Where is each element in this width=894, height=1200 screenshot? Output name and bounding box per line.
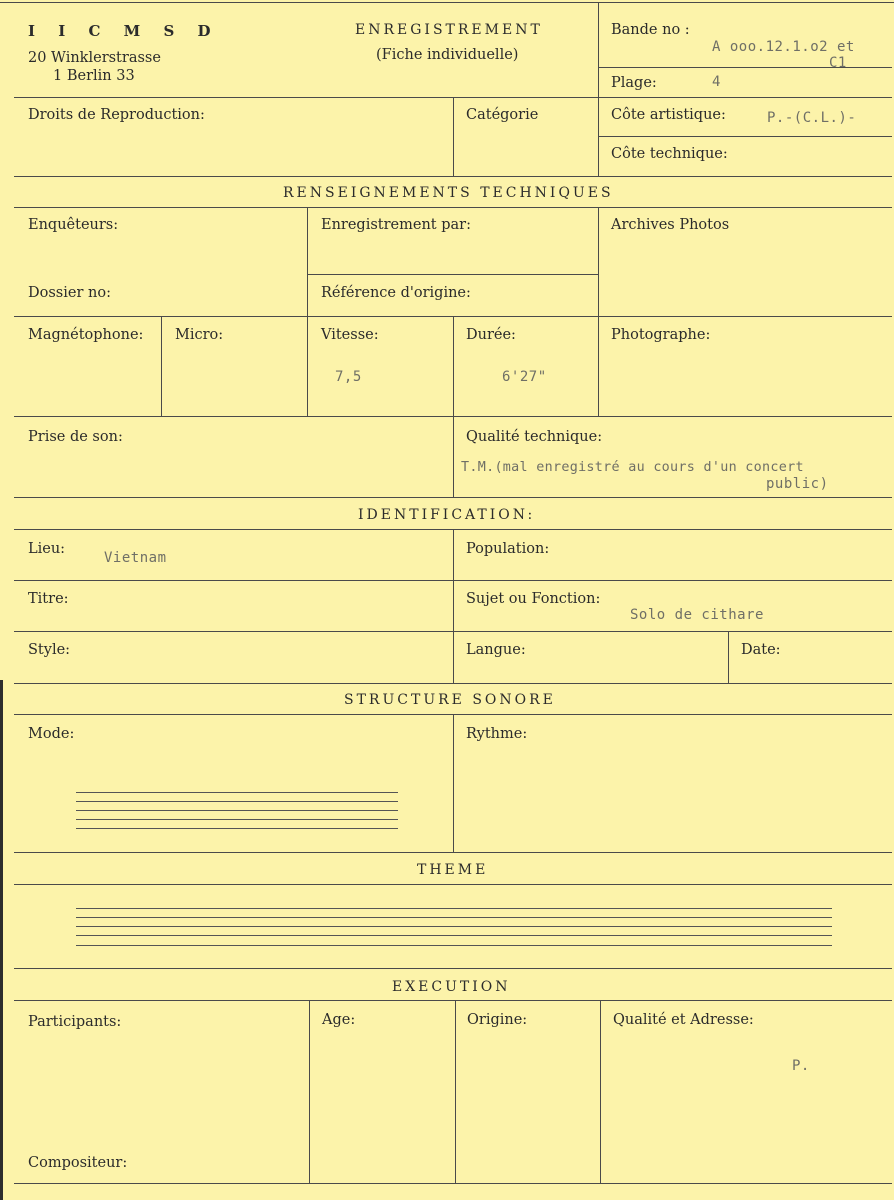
rule bbox=[309, 1000, 310, 1183]
rule bbox=[307, 207, 308, 416]
plage-value: 4 bbox=[712, 74, 721, 90]
origine-label: Origine: bbox=[467, 1012, 528, 1028]
rule bbox=[14, 1000, 892, 1001]
form-subtitle: (Fiche individuelle) bbox=[376, 47, 519, 63]
magnetophone-label: Magnétophone: bbox=[28, 327, 144, 343]
address-line: 1 Berlin 33 bbox=[53, 68, 135, 84]
sujet-value: Solo de cithare bbox=[630, 607, 764, 623]
photographe-label: Photographe: bbox=[611, 327, 711, 343]
bande-value: A ooo.12.1.o2 et bbox=[712, 39, 855, 55]
cote-technique-label: Côte technique: bbox=[611, 146, 728, 162]
rule bbox=[0, 2, 894, 3]
rule bbox=[728, 631, 729, 683]
rule bbox=[453, 714, 454, 852]
rule bbox=[598, 67, 892, 68]
titre-label: Titre: bbox=[28, 591, 69, 607]
lieu-value: Vietnam bbox=[104, 550, 167, 566]
date-label: Date: bbox=[741, 642, 781, 658]
rule bbox=[14, 852, 892, 853]
rule bbox=[14, 1183, 892, 1184]
rule bbox=[453, 529, 454, 683]
rule bbox=[14, 968, 892, 969]
cote-artistique-label: Côte artistique: bbox=[611, 107, 726, 123]
card-edge-shadow bbox=[0, 680, 3, 1200]
style-label: Style: bbox=[28, 642, 71, 658]
qualite-technique-value: T.M.(mal enregistré au cours d'un concert bbox=[461, 460, 804, 475]
rule bbox=[453, 316, 454, 416]
rule bbox=[14, 884, 892, 885]
age-label: Age: bbox=[322, 1012, 356, 1028]
rule bbox=[598, 2, 599, 176]
participants-label: Participants: bbox=[28, 1014, 122, 1030]
micro-label: Micro: bbox=[175, 327, 224, 343]
logo: I I C M S D bbox=[28, 22, 220, 40]
rule bbox=[455, 1000, 456, 1183]
rule bbox=[600, 1000, 601, 1183]
duree-value: 6'27" bbox=[502, 369, 547, 385]
rythme-label: Rythme: bbox=[466, 726, 528, 742]
rule bbox=[161, 316, 162, 416]
qualite-adresse-value: P. bbox=[792, 1058, 810, 1074]
qualite-technique-value: public) bbox=[766, 476, 829, 492]
qualite-technique-label: Qualité technique: bbox=[466, 429, 603, 445]
enqueteurs-label: Enquêteurs: bbox=[28, 217, 119, 233]
bande-value: C1 bbox=[829, 55, 847, 71]
rule bbox=[453, 97, 454, 176]
section-heading: EXECUTION bbox=[392, 979, 511, 995]
rule bbox=[14, 497, 892, 498]
rule bbox=[307, 274, 598, 275]
plage-label: Plage: bbox=[611, 75, 657, 91]
dossier-label: Dossier no: bbox=[28, 285, 111, 301]
mode-label: Mode: bbox=[28, 726, 75, 742]
vitesse-label: Vitesse: bbox=[321, 327, 379, 343]
rule bbox=[14, 683, 892, 684]
langue-label: Langue: bbox=[466, 642, 526, 658]
rule bbox=[14, 176, 892, 177]
archives-label: Archives Photos bbox=[611, 217, 730, 233]
reference-label: Référence d'origine: bbox=[321, 285, 471, 301]
prise-de-son-label: Prise de son: bbox=[28, 429, 123, 445]
vitesse-value: 7,5 bbox=[335, 369, 362, 385]
cote-artistique-value: P.-(C.L.)- bbox=[767, 110, 857, 126]
section-heading: RENSEIGNEMENTS TECHNIQUES bbox=[283, 185, 614, 201]
sujet-label: Sujet ou Fonction: bbox=[466, 591, 601, 607]
rule bbox=[598, 207, 599, 416]
rule bbox=[14, 207, 892, 208]
enregistrement-par-label: Enregistrement par: bbox=[321, 217, 471, 233]
section-heading: STRUCTURE SONORE bbox=[344, 692, 556, 708]
droits-label: Droits de Reproduction: bbox=[28, 107, 205, 123]
rule bbox=[453, 416, 454, 497]
qualite-adresse-label: Qualité et Adresse: bbox=[613, 1012, 754, 1028]
duree-label: Durée: bbox=[466, 327, 516, 343]
lieu-label: Lieu: bbox=[28, 541, 66, 557]
address-line: 20 Winklerstrasse bbox=[28, 50, 161, 66]
section-heading: THEME bbox=[417, 862, 489, 878]
bande-label: Bande no : bbox=[611, 22, 690, 38]
form-title: ENREGISTREMENT bbox=[355, 22, 543, 38]
section-heading: IDENTIFICATION: bbox=[358, 507, 536, 523]
categorie-label: Catégorie bbox=[466, 107, 539, 123]
rule bbox=[598, 136, 892, 137]
compositeur-label: Compositeur: bbox=[28, 1155, 128, 1171]
population-label: Population: bbox=[466, 541, 550, 557]
